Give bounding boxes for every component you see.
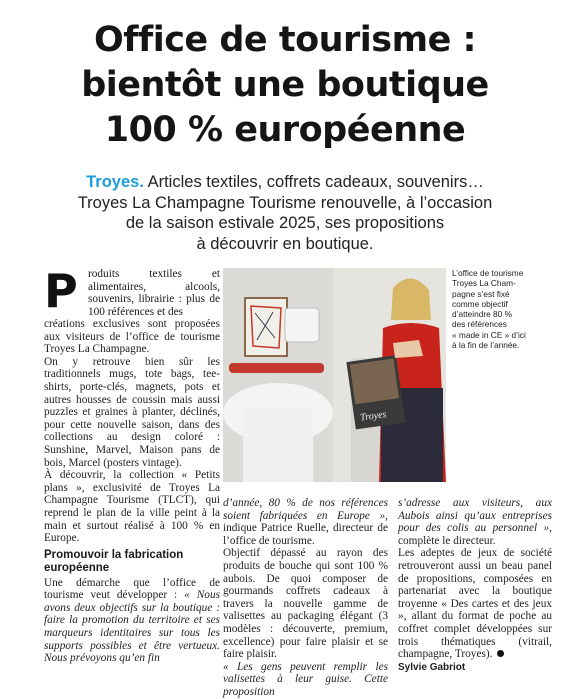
column-2-paragraph-2: Objectif dépassé au rayon des produits de bouche qui sont 100 % aubois. De quoi composer de gourmands coffrets cadeaux à travers la nouvelle gamme de valisettes au packaging élégant (3 modèles : découverte, premium, excellence) pour faire plaisir et se faire plaisir. bbox=[223, 547, 388, 661]
subheading: Promouvoir la fabrication européenne bbox=[44, 548, 184, 574]
paragraph-2: On y retrouve bien sûr les traditionnels mugs, tote bags, tee-shirts, porte-clés, magnets, pots et autres housses de coussin mais aussi puzzles et graines à planter, déclinés, pour cette nouvelle saison, dans des collections au design coloré : Sunshine, Marvel, Maison pans de bois, Marcel (posters vintage). bbox=[44, 355, 220, 469]
signature-line bbox=[398, 661, 552, 675]
headline-line-1: Office de tourisme : bbox=[93, 20, 477, 60]
red-tray-icon bbox=[229, 363, 324, 373]
standfirst-line-2: Troyes La Champagne Tourisme renouvelle, à l’occasion bbox=[77, 193, 493, 212]
standfirst-line-1 bbox=[20, 172, 550, 193]
caption-line-7: « made in CE » d’ici bbox=[452, 329, 526, 340]
drop-cap: P bbox=[44, 264, 78, 318]
column-2-paragraph-3 bbox=[223, 661, 388, 699]
standfirst-line-3: de la saison estivale 2025, ses propositions bbox=[125, 214, 445, 232]
caption-line-3: pagne s’est fixé bbox=[452, 288, 510, 299]
column-3-quote: s’adresse aux visiteurs, aux Aubois ainsi qu’aux entreprises pour des colis au personnel » bbox=[398, 497, 552, 535]
caption-line-8: à la fin de l’année. bbox=[452, 340, 520, 351]
paragraph-4 bbox=[44, 577, 220, 665]
column-2-quote-2: « Les gens peuvent remplir les valisettes à leur guise. Cette proposition bbox=[223, 660, 388, 698]
photo-caption bbox=[452, 268, 552, 350]
column-3-text: , complète le directeur. bbox=[398, 522, 552, 547]
caption-line-1: L’office de tourisme bbox=[452, 268, 524, 278]
column-3-paragraph-1 bbox=[398, 497, 552, 547]
end-bullet-icon bbox=[497, 650, 504, 657]
standfirst-line-4: à découvrir en boutique. bbox=[196, 234, 374, 253]
paragraph-4-text: Une démarche que l’office de tourisme veut développer : bbox=[44, 576, 220, 602]
headline-line-3: 100 % européenne bbox=[104, 110, 466, 150]
lead-paragraph: roduits textiles et alimentaires, alcools, souvenirs, librairie : plus de 100 références et des bbox=[88, 268, 220, 318]
location-kicker: Troyes. bbox=[86, 173, 144, 191]
book-title: Troyes bbox=[359, 409, 388, 424]
article-column-3 bbox=[398, 497, 552, 674]
column-2-text: , indique Patrice Ruelle, directeur de l’office de tourisme. bbox=[223, 509, 388, 547]
caption-line-5: d’atteindre 80 % bbox=[452, 309, 512, 320]
headline bbox=[0, 18, 570, 153]
article-photo bbox=[223, 268, 446, 482]
photo-illustration bbox=[223, 268, 446, 482]
headline-line-2: bientôt une boutique bbox=[81, 65, 489, 105]
column-3-paragraph-2 bbox=[398, 547, 552, 660]
caption-line-2: Troyes La Cham- bbox=[452, 278, 516, 289]
standfirst-text-1: Articles textiles, coffrets cadeaux, souvenirs… bbox=[143, 173, 484, 191]
byline: Sylvie Gabriot bbox=[398, 661, 466, 673]
paragraph-1-rest: créations exclusives sont proposées aux visiteurs de l’office de tourisme Troyes La Champagne. bbox=[44, 318, 220, 356]
standfirst bbox=[20, 172, 550, 254]
paragraph-4-quote: « Nous avons deux objectifs sur la boutique : faire la promotion du territoire et ses marqueurs identitaires sur tous les supports possibles et être vertueux. Nous prévoyons qu’en fin bbox=[44, 589, 220, 665]
paragraph-3: À découvrir, la collection « Petits plans », exclusivité de Troyes La Champagne Tourisme (TLCT), qui reprend le plan de la ville peint à la main et surtout réalisé à 100 % en Europe. bbox=[44, 469, 220, 545]
article-column-1 bbox=[44, 318, 220, 665]
column-2-quote: d’année, 80 % de nos références soient fabriquées en Europe » bbox=[223, 497, 388, 522]
column-3-paragraph-2-text: Les adeptes de jeux de société retrouveront aussi un beau panel de propositions, composées en partenariat avec la boutique troyenne « Des cartes et des jeux », allant du format de poche au coffret complet développées sur trois thématiques (vitrail, champagne, Troyes). bbox=[398, 547, 552, 661]
caption-line-4: comme objectif bbox=[452, 298, 508, 309]
caption-line-6: des références bbox=[452, 319, 507, 330]
article-column-2 bbox=[223, 497, 388, 699]
column-2-paragraph-1 bbox=[223, 497, 388, 547]
